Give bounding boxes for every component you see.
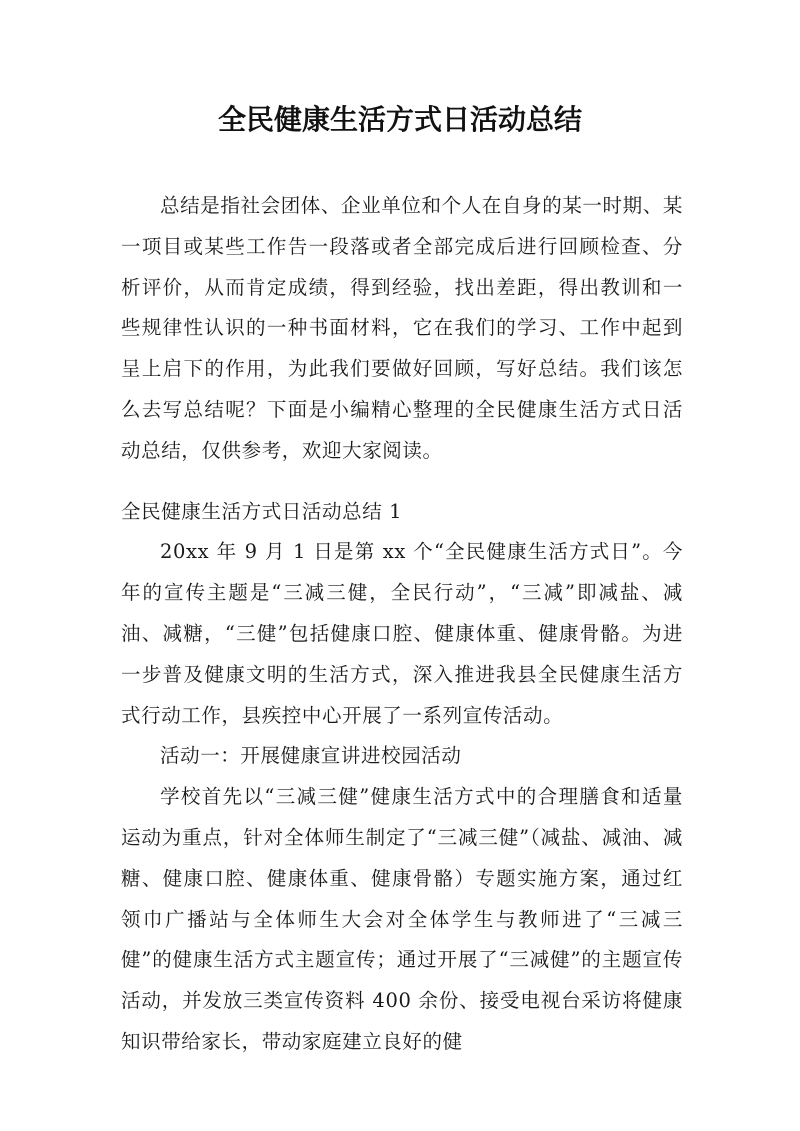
activity-heading: 活动一：开展健康宣讲进校园活动 [160, 744, 462, 768]
section-heading: 全民健康生活方式日活动总结 1 [121, 499, 403, 523]
section-paragraph: 20xx 年 9 月 1 日是第 xx 个“全民健康生活方式日”。今年的宣传主题是“三减三健，全民行动”，“三减”即减盐、减油、减糖，“三健”包括健康口腔、健康体重、健康骨骼。为进一步普及健康文明的生活方式，深入推进我县全民健康生活方式行动工作，县疾控中心开展了一系列宣传活动。 [121, 540, 683, 727]
document-title: 全民健康生活方式日活动总结 [217, 103, 582, 136]
intro-paragraph: 总结是指社会团体、企业单位和个人在自身的某一时期、某一项目或某些工作告一段落或者全部完成后进行回顾检查、分析评价，从而肯定成绩，得到经验，找出差距，得出教训和一些规律性认识的一种书面材料，它在我们的学习、工作中起到呈上启下的作用，为此我们要做好回顾，写好总结。我们该怎么去写总结呢？下面是小编精心整理的全民健康生活方式日活动总结，仅供参考，欢迎大家阅读。 [121, 194, 683, 462]
document-body [121, 186, 683, 1063]
activity-paragraph: 学校首先以“三减三健”健康生活方式中的合理膳食和适量运动为重点，针对全体师生制定了“三减三健”（减盐、减油、减糖、健康口腔、健康体重、健康骨骼）专题实施方案，通过红领巾广播站与全体师生大会对全体学生与教师进了“三减三健”的健康生活方式主题宣传；通过开展了“三减健”的主题宣传活动，并发放三类宣传资料 400 余份、接受电视台采访将健康知识带给家长，带动家庭建立良好的健 [121, 785, 683, 1053]
